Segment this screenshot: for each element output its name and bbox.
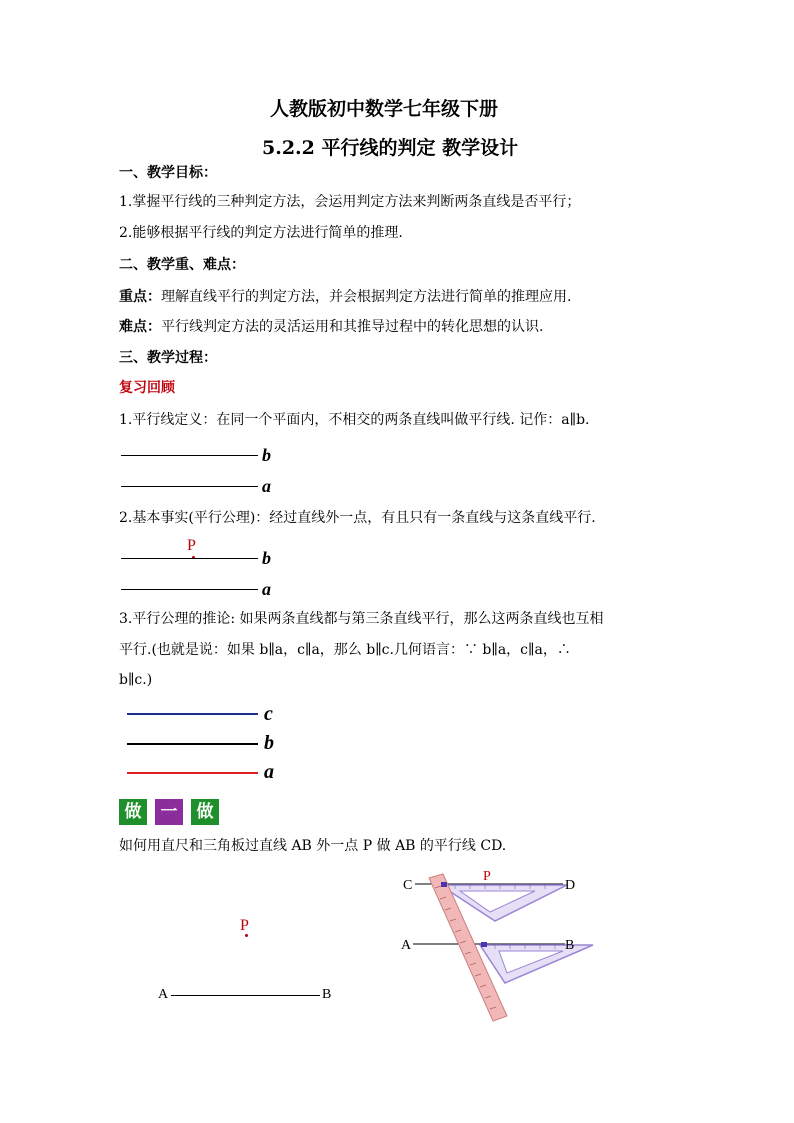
fig4-line-ab — [171, 995, 320, 996]
goals-heading: 一、教学目标： — [119, 165, 217, 181]
label-b-1: b — [262, 445, 271, 465]
difficult-text: 平行线判定方法的灵活运用和其推导过程中的转化思想的认识. — [161, 319, 544, 335]
process-heading: 三、教学过程： — [119, 350, 217, 366]
set-square-upper-corner — [441, 882, 447, 887]
review-heading: 复习回顾 — [119, 380, 175, 396]
fig4-point-p-dot — [245, 934, 248, 937]
set-square-lower-corner — [481, 942, 487, 947]
fig4-label-a: A — [158, 987, 169, 1002]
label-c-3: c — [264, 703, 273, 725]
item-3-line-3: b∥c.) — [119, 672, 153, 688]
label-c-construction: C — [403, 878, 413, 893]
construction-diagram — [395, 866, 605, 1026]
label-b-construction: B — [565, 938, 575, 953]
label-a-construction: A — [401, 938, 412, 953]
label-b-3: b — [264, 732, 274, 754]
label-b-2: b — [262, 548, 271, 568]
label-p-construction: P — [483, 869, 491, 884]
line-a-1 — [121, 486, 258, 487]
difficult-label: 难点： — [119, 319, 161, 335]
label-a-3: a — [264, 761, 274, 783]
key-label: 重点： — [119, 289, 161, 305]
key-heading: 二、教学重、难点： — [119, 257, 245, 273]
label-a-2: a — [262, 579, 271, 599]
item-3-line-1: 3.平行公理的推论: 如果两条直线都与第三条直线平行，那么这两条直线也互相 — [119, 611, 604, 627]
doit-badge-1: 做 — [119, 799, 147, 825]
doit-badge-3: 做 — [191, 799, 219, 825]
label-d-construction: D — [565, 878, 576, 893]
goal-2: 2.能够根据平行线的判定方法进行简单的推理. — [119, 225, 403, 241]
key-text: 理解直线平行的判定方法，并会根据判定方法进行简单的推理应用. — [161, 289, 572, 305]
difficult-point — [119, 320, 543, 334]
key-point — [119, 290, 571, 304]
goal-1: 1.掌握平行线的三种判定方法，会运用判定方法来判断两条直线是否平行； — [119, 194, 581, 210]
item-3-line-2: 平行.(也就是说：如果 b∥a，c∥a，那么 b∥c.几何语言：∵ b∥a，c∥a，∴ — [119, 642, 571, 658]
line-b-2 — [121, 558, 258, 559]
item-1: 1.平行线定义：在同一个平面内，不相交的两条直线叫做平行线. 记作：a∥b. — [119, 412, 590, 428]
line-b-3 — [127, 743, 258, 745]
line-a-2 — [121, 589, 258, 590]
point-p-label: P — [187, 537, 196, 554]
line-b-1 — [121, 455, 258, 456]
line-c-3 — [127, 713, 258, 715]
line-a-3 — [127, 772, 258, 774]
fig4-label-b: B — [322, 987, 332, 1002]
page-title: 人教版初中数学七年级下册 — [270, 98, 499, 120]
doit-badge-2: 一 — [155, 799, 183, 825]
label-a-1: a — [262, 476, 271, 496]
page-subtitle: 5.2.2 平行线的判定 教学设计 — [262, 137, 519, 159]
fig4-point-p-label: P — [240, 917, 249, 934]
item-2: 2.基本事实(平行公理)：经过直线外一点，有且只有一条直线与这条直线平行. — [119, 510, 596, 526]
question-text: 如何用直尺和三角板过直线 AB 外一点 P 做 AB 的平行线 CD. — [119, 838, 507, 854]
